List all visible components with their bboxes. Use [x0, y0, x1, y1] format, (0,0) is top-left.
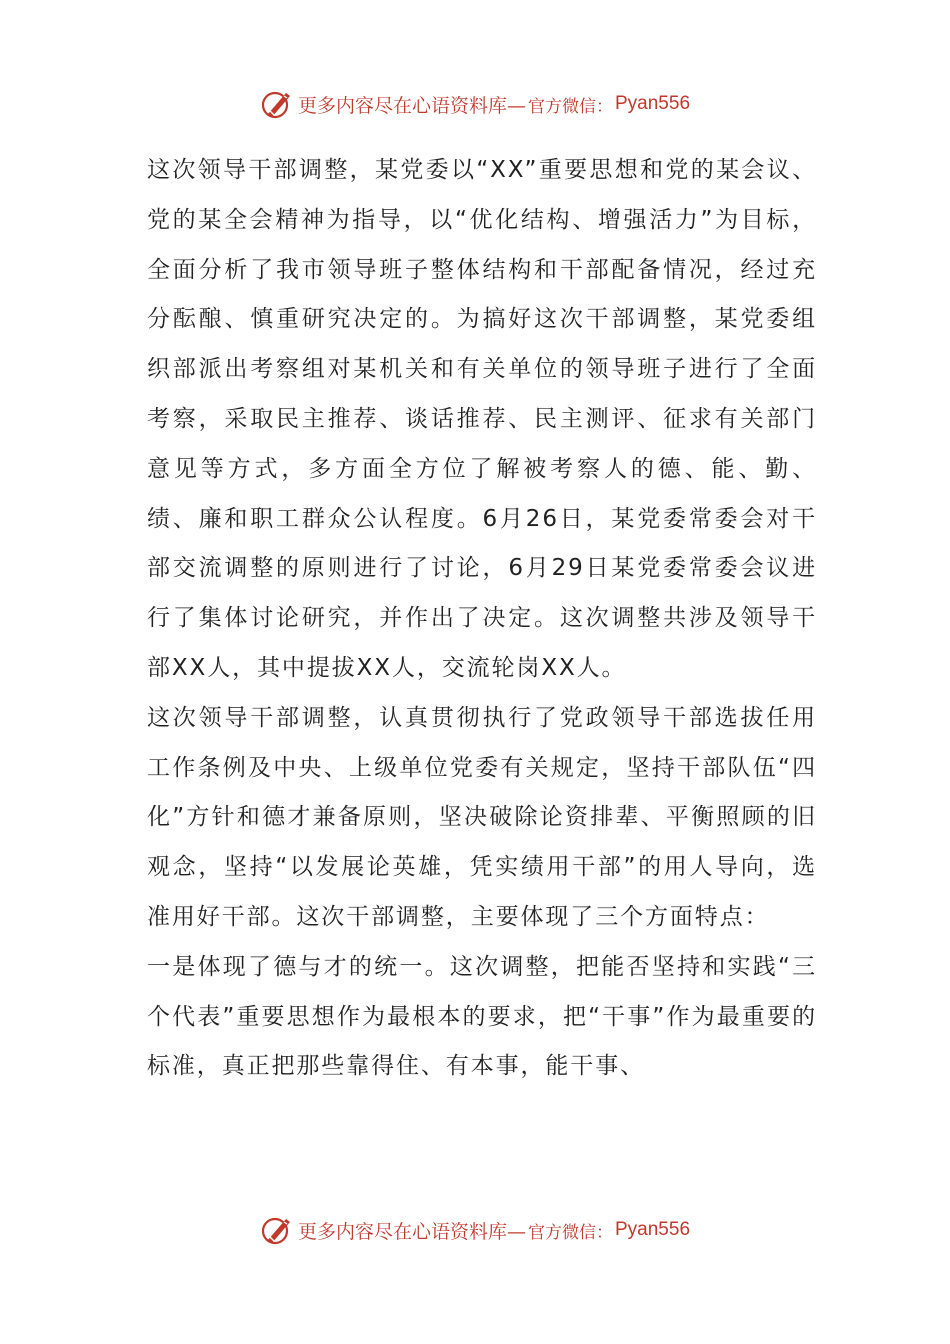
paragraph: 这次领导干部调整，某党委以“XX”重要思想和党的某会议、党的某全会精神为指导，以“优化结构、增强活力”为目标，全面分析了我市领导班子整体结构和干部配备情况，经过充分酝酿、慎重研究决定的。为搞好这次干部调整，某党委组织部派出考察组对某机关和有关单位的领导班子进行了全面考察，采取民主推荐、谈话推荐、民主测评、征求有关部门意见等方式，多方面全方位了解被考察人的德、能、勤、绩、廉和职工群众公认程度。6月26日，某党委常委会对干部交流调整的原则进行了讨论，6月29日某党委常委会议进行了集体讨论研究，并作出了决定。这次调整共涉及领导干部XX人，其中提拔XX人，交流轮岗XX人。: [147, 157, 817, 681]
pen-logo-icon: [260, 1213, 294, 1247]
paragraph: 这次领导干部调整，认真贯彻执行了党政领导干部选拔任用工作条例及中央、上级单位党委有关规定，坚持干部队伍“四化”方针和德才兼备原则，坚决破除论资排辈、平衡照顾的旧观念，坚持“以发展论英雄，凭实绩用干部”的用人导向，选准用好干部。这次干部调整，主要体现了三个方面特点：: [147, 704, 817, 930]
banner-wechat-label: 官方微信：: [528, 1222, 613, 1243]
banner-wechat-account: Pyan556: [615, 93, 691, 114]
document-body: [147, 146, 817, 1092]
banner-wechat-label: 官方微信：: [528, 96, 613, 117]
banner-wechat-account: Pyan556: [615, 1219, 691, 1240]
pen-logo-icon: [260, 87, 294, 121]
footer-watermark-banner: [0, 1210, 950, 1250]
paragraph: 一是体现了德与才的统一。这次调整，把能否坚持和实践“三个代表”重要思想作为最根本的要求，把“干事”作为最重要的标准，真正把那些靠得住、有本事，能干事、: [147, 953, 817, 1080]
header-watermark-banner: [0, 84, 950, 124]
banner-brand-text: 更多内容尽在心语资料库—: [297, 94, 526, 117]
banner-brand-text: 更多内容尽在心语资料库—: [297, 1220, 526, 1243]
